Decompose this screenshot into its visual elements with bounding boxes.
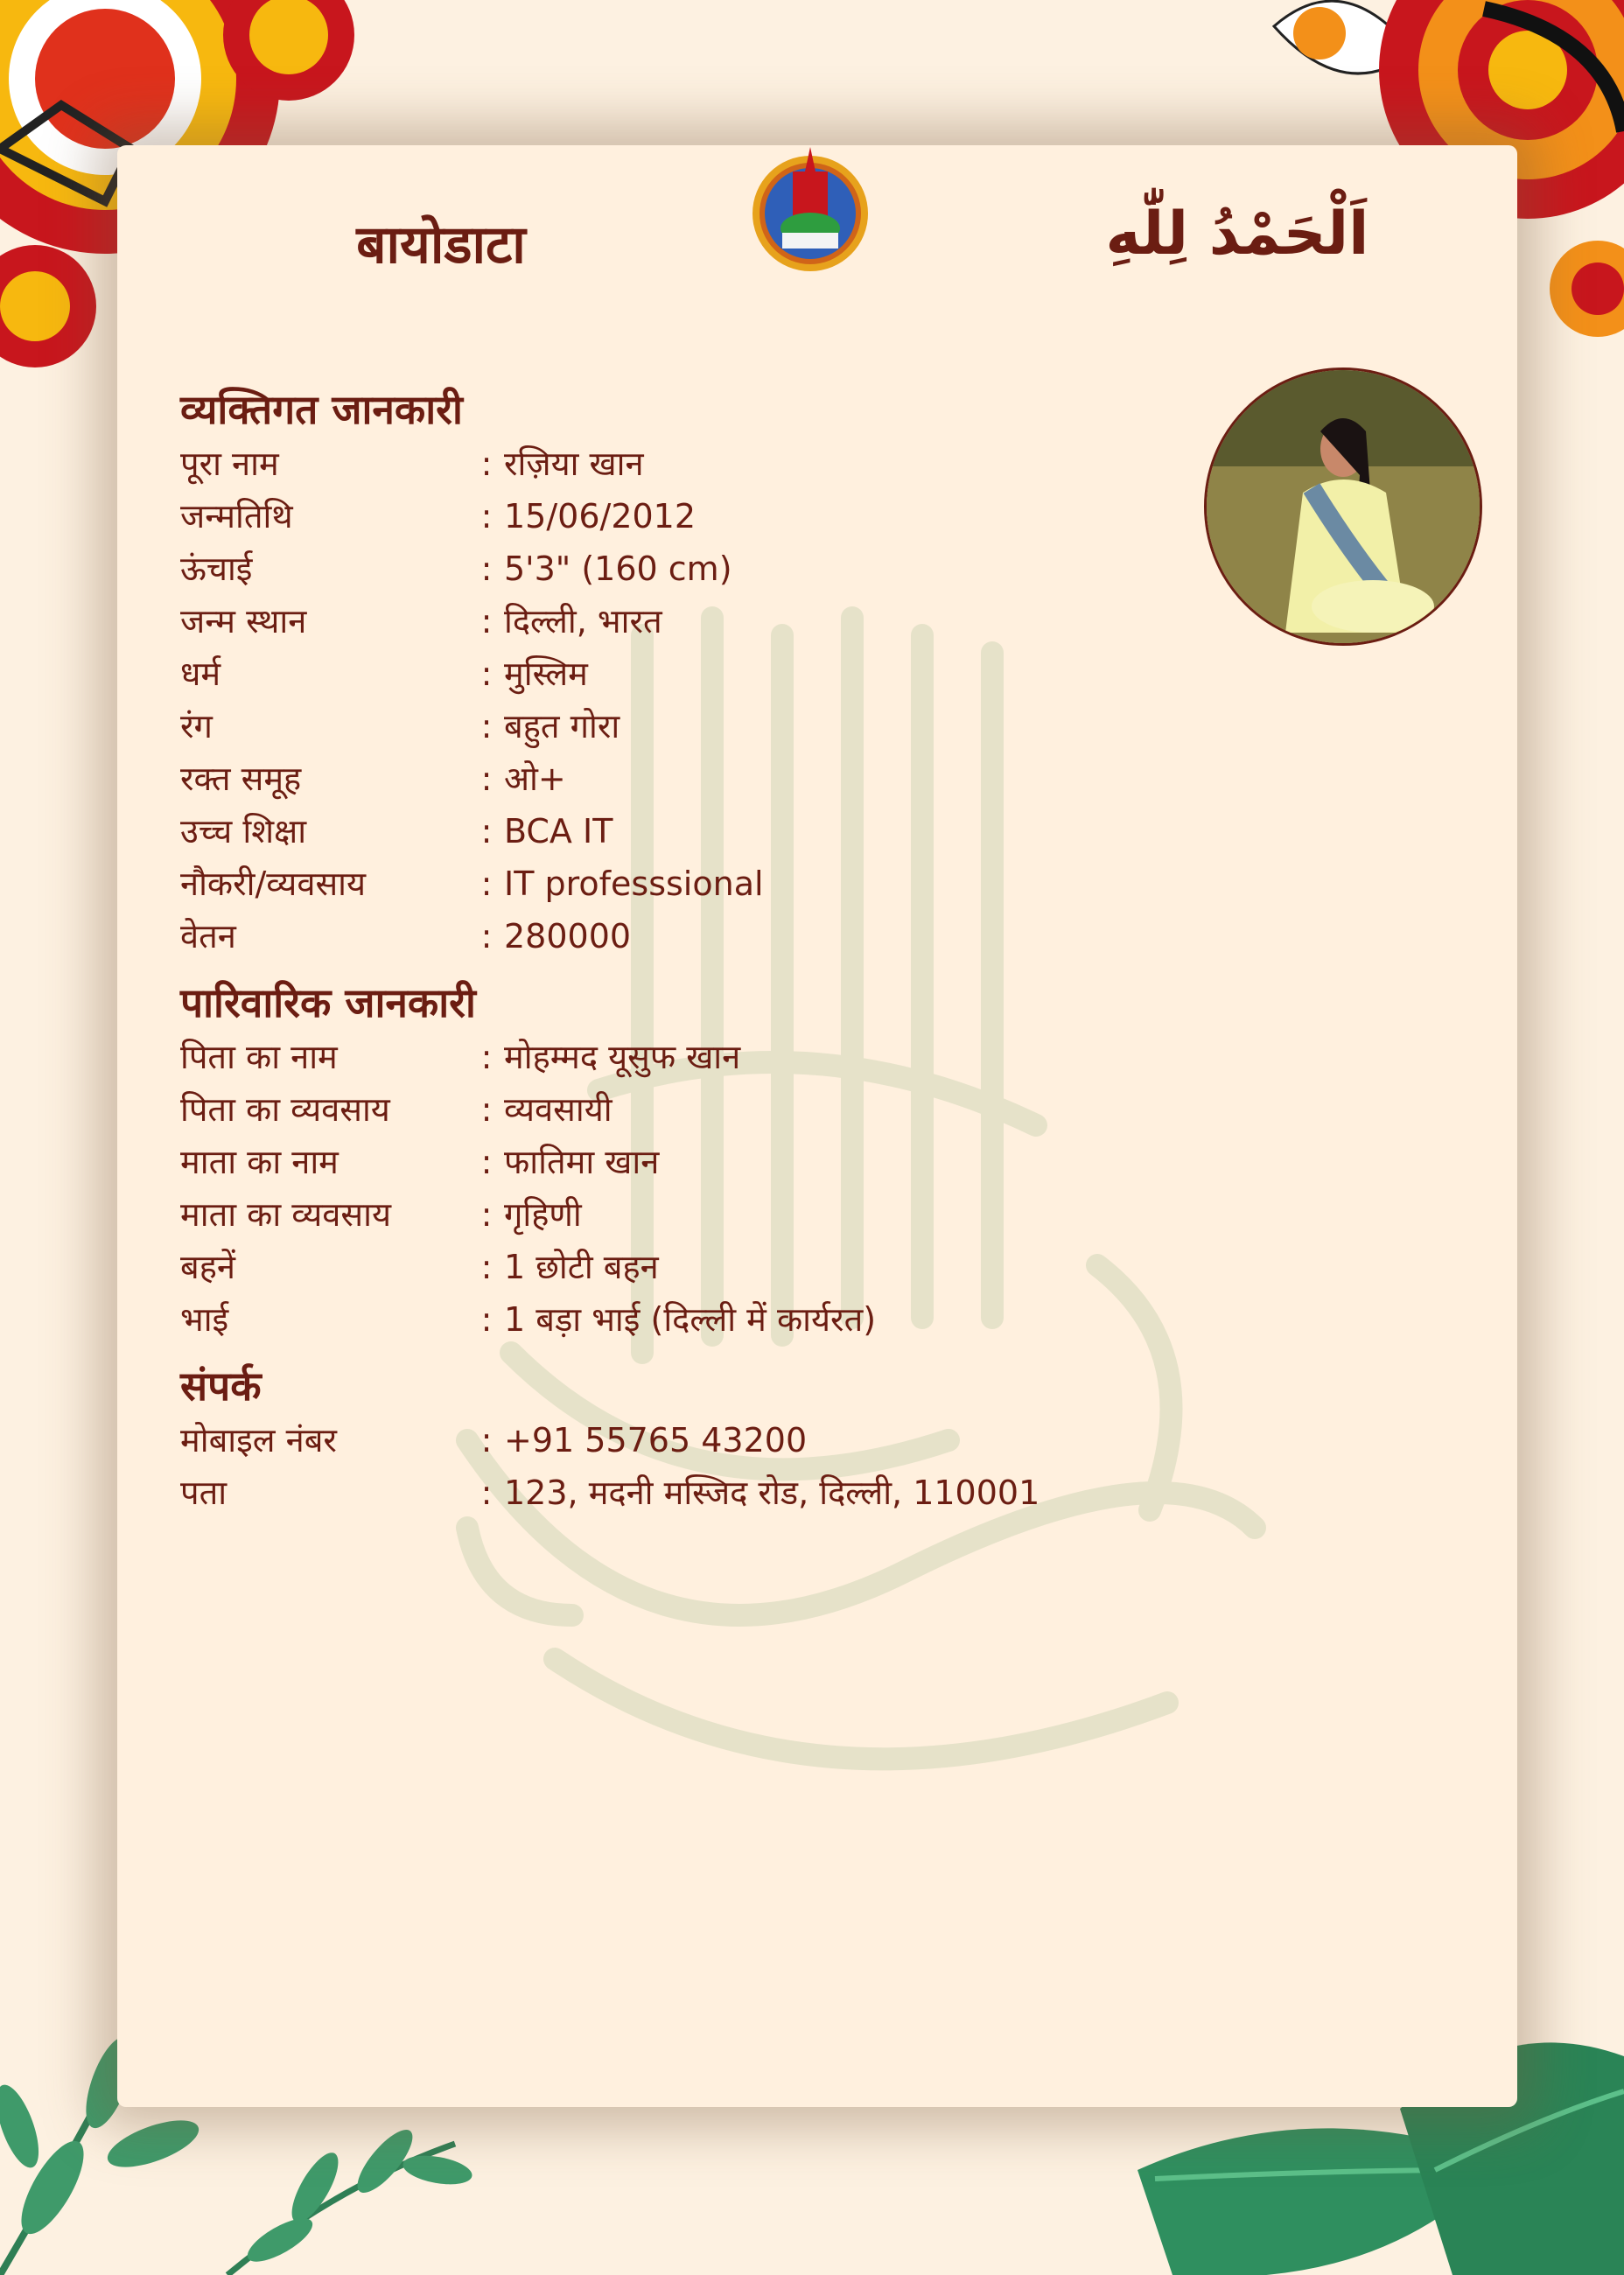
field-label: नौकरी/व्यवसाय bbox=[180, 864, 367, 903]
detail-row-father-occupation bbox=[180, 1083, 1230, 1136]
detail-row-occupation bbox=[180, 858, 1230, 910]
detail-row-address bbox=[180, 1466, 1230, 1519]
family-details bbox=[180, 1031, 1230, 1346]
field-value: 5'3" (160 cm) bbox=[504, 550, 732, 588]
detail-row-mother-name bbox=[180, 1136, 1230, 1188]
separator: : bbox=[480, 1195, 493, 1234]
detail-row-religion bbox=[180, 648, 1230, 700]
detail-row-father-name bbox=[180, 1031, 1230, 1083]
separator: : bbox=[480, 497, 493, 536]
field-label: रक्त समूह bbox=[180, 760, 302, 798]
field-value: ओ+ bbox=[504, 760, 566, 798]
field-value: +91 55765 43200 bbox=[504, 1421, 808, 1460]
field-label: मोबाइल नंबर bbox=[180, 1421, 337, 1460]
section-heading-personal: व्यक्तिगत जानकारी bbox=[180, 386, 463, 433]
separator: : bbox=[480, 1421, 493, 1460]
personal-details bbox=[180, 438, 1230, 962]
separator: : bbox=[480, 1143, 493, 1181]
field-value: बहुत गोरा bbox=[504, 707, 620, 746]
field-value: दिल्ली, भारत bbox=[504, 602, 662, 640]
separator: : bbox=[480, 550, 493, 588]
field-label: माता का नाम bbox=[180, 1143, 339, 1181]
field-label: धर्म bbox=[180, 654, 221, 693]
field-value: फातिमा खान bbox=[504, 1143, 660, 1181]
detail-row-brothers bbox=[180, 1293, 1230, 1346]
field-label: भाई bbox=[180, 1300, 229, 1339]
field-label: पता bbox=[180, 1474, 228, 1512]
arabic-heading: اَلْحَمْدُ لِلّٰهِ bbox=[1105, 200, 1369, 269]
detail-row-sisters bbox=[180, 1241, 1230, 1293]
separator: : bbox=[480, 602, 493, 640]
detail-row-full-name bbox=[180, 438, 1230, 490]
field-value: 1 बड़ा भाई (दिल्ली में कार्यरत) bbox=[504, 1300, 877, 1339]
detail-row-dob bbox=[180, 490, 1230, 542]
field-value: 280000 bbox=[504, 917, 632, 956]
field-value: 1 छोटी बहन bbox=[504, 1248, 659, 1286]
field-label: जन्म स्थान bbox=[180, 602, 307, 640]
field-label: माता का व्यवसाय bbox=[180, 1195, 391, 1234]
biodata-card bbox=[117, 145, 1517, 2107]
field-value: व्यवसायी bbox=[504, 1090, 612, 1129]
field-value: मोहम्मद यूसुफ खान bbox=[504, 1038, 741, 1076]
separator: : bbox=[480, 917, 493, 956]
profile-photo bbox=[1204, 368, 1482, 646]
field-label: पिता का नाम bbox=[180, 1038, 338, 1076]
field-value: गृहिणी bbox=[504, 1195, 582, 1234]
field-value: मुस्लिम bbox=[504, 654, 588, 693]
field-value: रज़िया खान bbox=[504, 444, 644, 483]
detail-row-mobile bbox=[180, 1414, 1230, 1466]
biodata-content bbox=[180, 382, 1230, 1519]
contact-details bbox=[180, 1414, 1230, 1519]
separator: : bbox=[480, 1248, 493, 1286]
detail-row-blood-group bbox=[180, 752, 1230, 805]
field-label: ऊंचाई bbox=[180, 550, 253, 588]
separator: : bbox=[480, 654, 493, 693]
detail-row-mother-occupation bbox=[180, 1188, 1230, 1241]
field-label: जन्मतिथि bbox=[180, 497, 293, 536]
section-heading-contact: संपर्क bbox=[180, 1362, 262, 1410]
separator: : bbox=[480, 864, 493, 903]
mosque-emblem-icon bbox=[749, 145, 872, 275]
detail-row-height bbox=[180, 542, 1230, 595]
separator: : bbox=[480, 1038, 493, 1076]
separator: : bbox=[480, 1300, 493, 1339]
field-value: BCA IT bbox=[504, 812, 613, 850]
field-label: उच्च शिक्षा bbox=[180, 812, 307, 850]
separator: : bbox=[480, 444, 493, 483]
field-label: पूरा नाम bbox=[180, 444, 279, 483]
detail-row-education bbox=[180, 805, 1230, 858]
separator: : bbox=[480, 812, 493, 850]
field-value: IT professsional bbox=[504, 864, 764, 903]
field-value: 15/06/2012 bbox=[504, 497, 696, 536]
field-label: पिता का व्यवसाय bbox=[180, 1090, 390, 1129]
separator: : bbox=[480, 1090, 493, 1129]
separator: : bbox=[480, 707, 493, 746]
field-label: रंग bbox=[180, 707, 213, 746]
section-heading-family: पारिवारिक जानकारी bbox=[180, 979, 476, 1026]
field-value: 123, मदनी मस्जिद रोड, दिल्ली, 110001 bbox=[504, 1474, 1040, 1512]
field-label: बहनें bbox=[180, 1248, 235, 1286]
separator: : bbox=[480, 1474, 493, 1512]
separator: : bbox=[480, 760, 493, 798]
field-label: वेतन bbox=[180, 917, 236, 956]
page-title: बायोडाटा bbox=[356, 214, 526, 276]
detail-row-birthplace bbox=[180, 595, 1230, 648]
detail-row-salary bbox=[180, 910, 1230, 962]
detail-row-complexion bbox=[180, 700, 1230, 752]
